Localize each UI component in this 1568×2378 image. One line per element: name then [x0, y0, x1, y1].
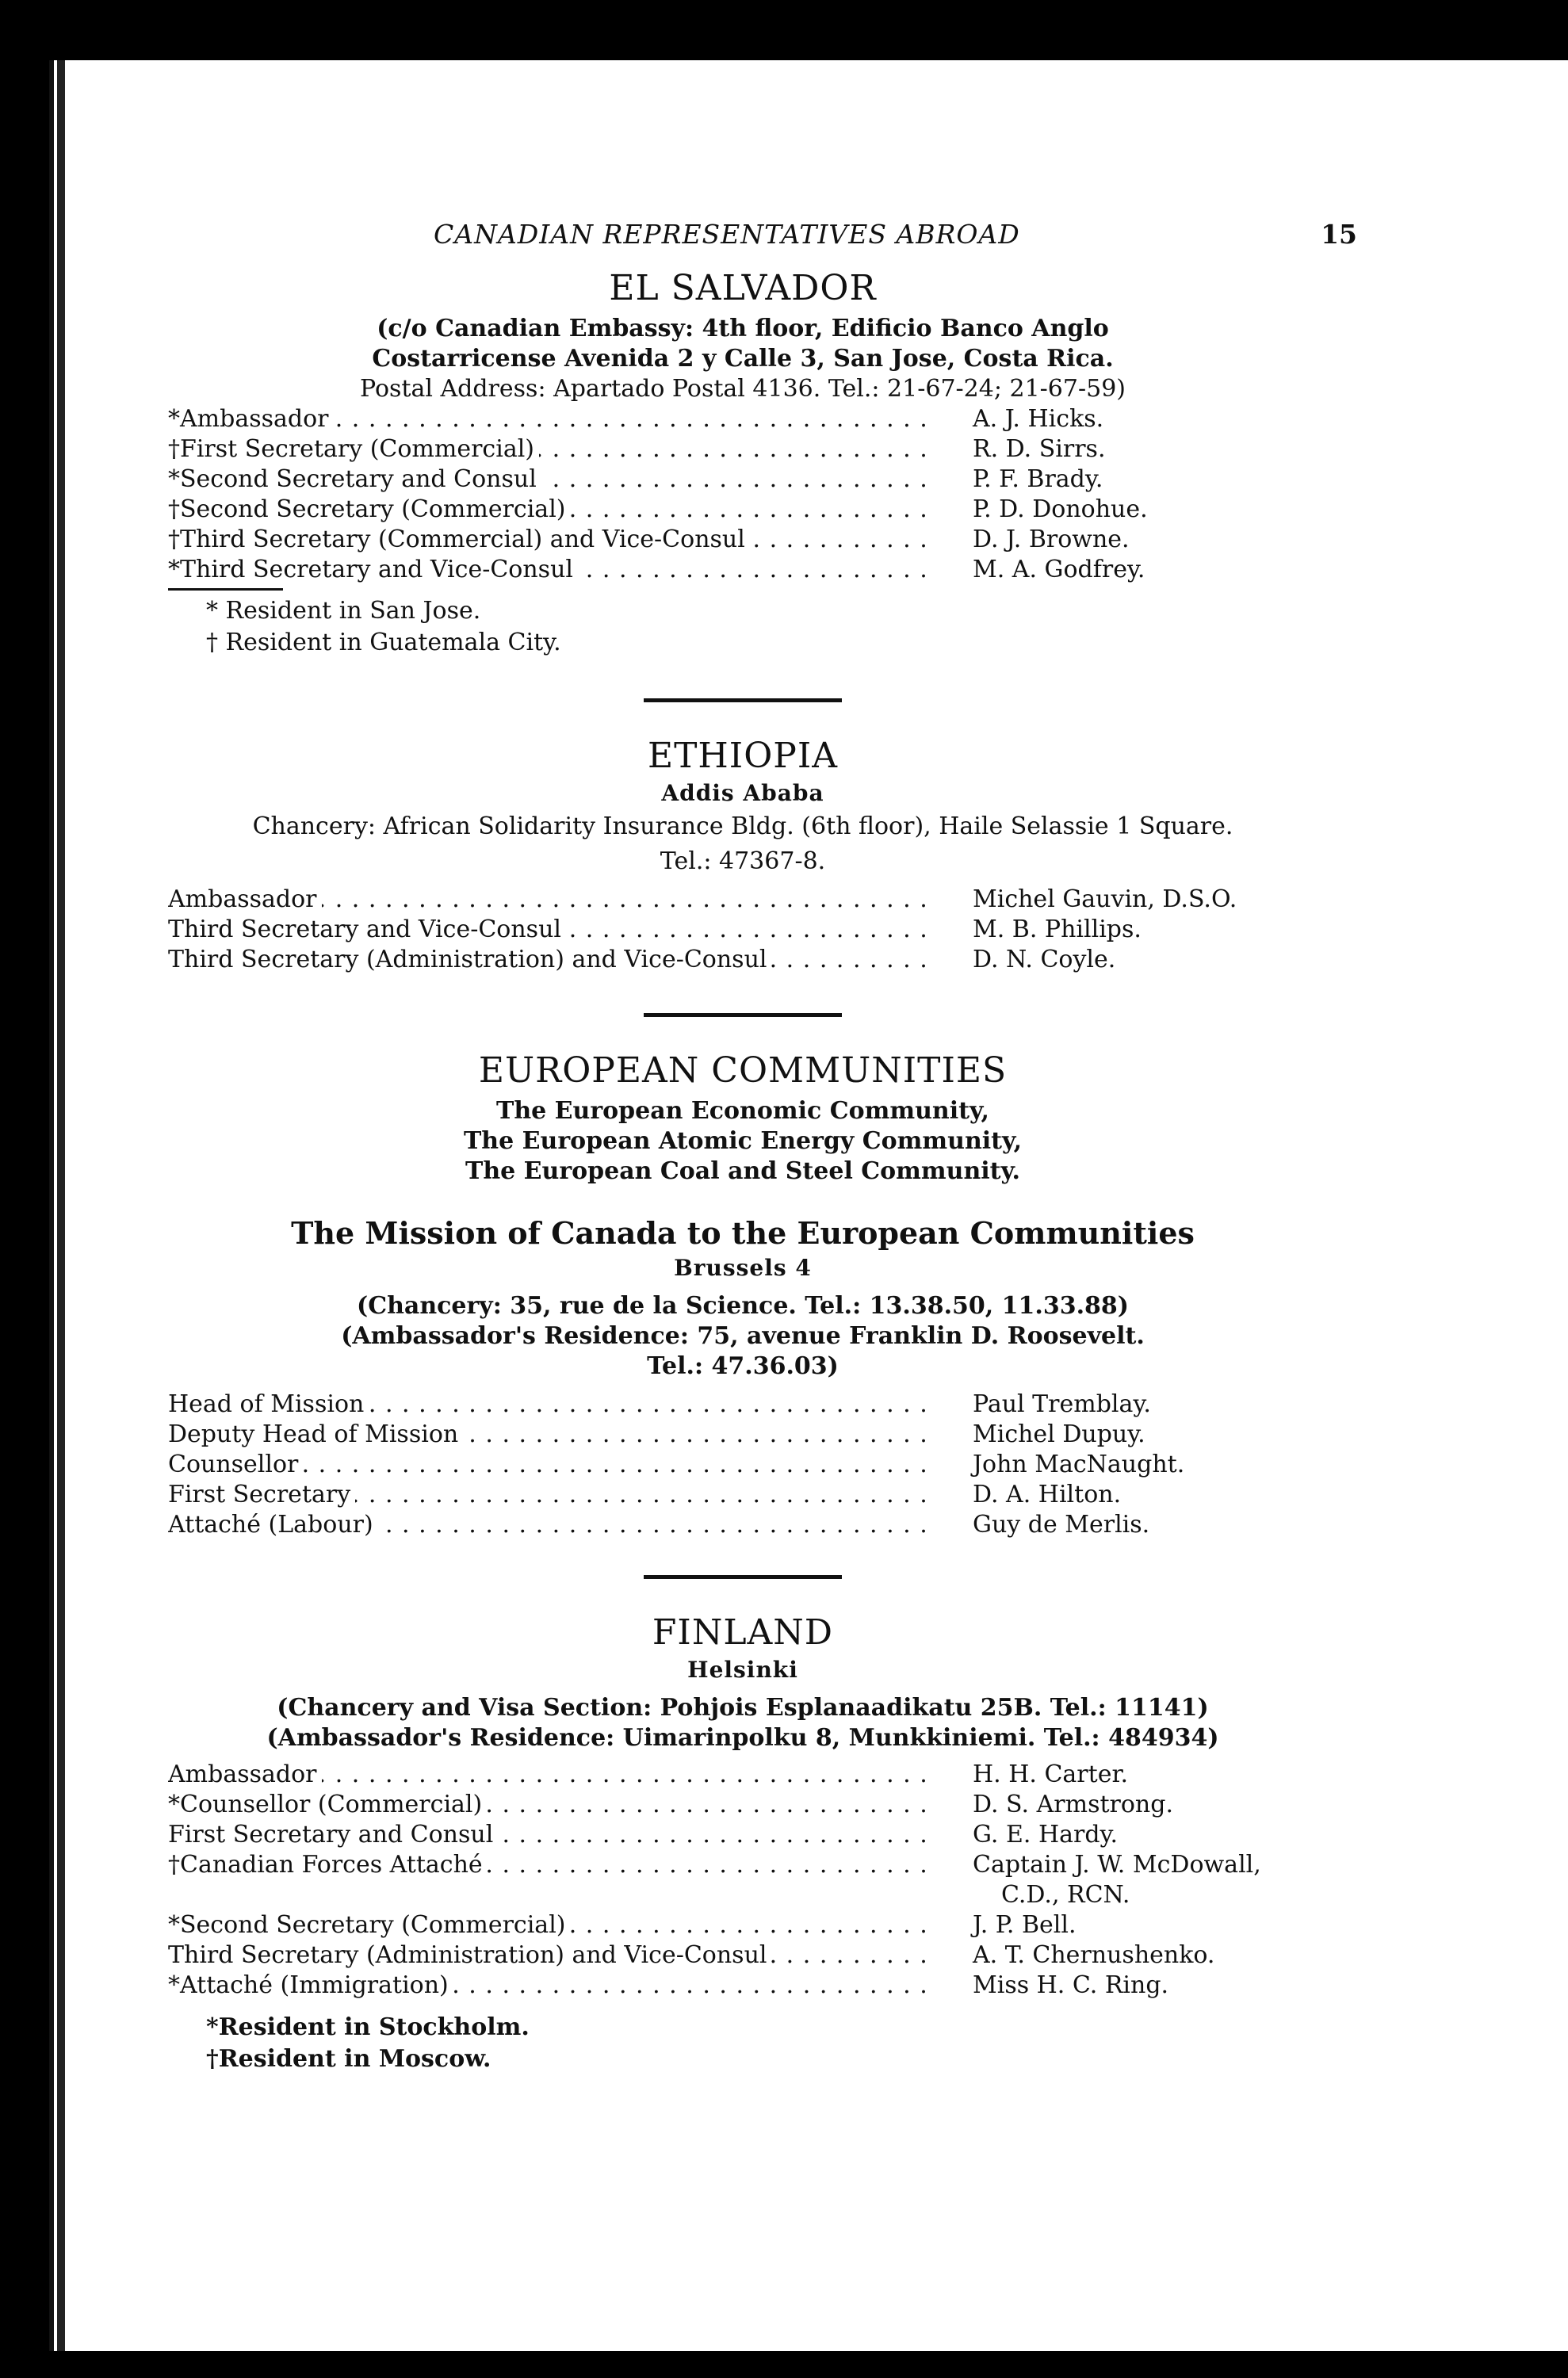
staff-name: Miss H. C. Ring.	[973, 1971, 1169, 1999]
chancery-address: Chancery: African Solidarity Insurance Bldg. (6th floor), Haile Selassie 1 Square.	[252, 812, 1233, 840]
address-block	[168, 314, 1318, 404]
staff-name: M. B. Phillips.	[973, 916, 1142, 943]
staff-row	[168, 945, 1318, 975]
staff-position: *Attaché (Immigration)	[168, 1971, 453, 1999]
staff-position: †Second Secretary (Commercial)	[168, 495, 571, 523]
address-line: (Ambassador's Residence: Uimarinpolku 8, Munkkiniemi. Tel.: 484934)	[266, 1724, 1219, 1752]
staff-name: John MacNaught.	[973, 1451, 1185, 1478]
staff-position: Ambassador	[168, 1761, 322, 1788]
section-european-communities	[168, 1049, 1318, 1540]
staff-name: Captain J. W. McDowall,	[973, 1851, 1261, 1879]
section-finland	[168, 1611, 1318, 2075]
community-name: The European Economic Community,	[496, 1097, 989, 1125]
address-line: Costarricense Avenida 2 y Calle 3, San Jose, Costa Rica.	[372, 345, 1114, 373]
staff-list	[168, 1760, 1318, 2001]
community-name: The European Coal and Steel Community.	[465, 1157, 1020, 1185]
staff-row	[168, 495, 1318, 525]
country-heading: FINLAND	[652, 1612, 834, 1653]
staff-name: H. H. Carter.	[973, 1761, 1129, 1788]
mission-title: The Mission of Canada to the European Communities	[291, 1215, 1195, 1251]
staff-position: Third Secretary (Administration) and Vice-Consul	[168, 1941, 771, 1969]
staff-position: Head of Mission	[168, 1390, 369, 1418]
section-divider	[644, 1013, 842, 1017]
staff-position: *Third Secretary and Vice-Consul	[168, 556, 578, 583]
footnote: * Resident in San Jose.	[206, 597, 481, 625]
staff-position: Counsellor	[168, 1451, 303, 1478]
staff-name: P. F. Brady.	[973, 465, 1103, 493]
staff-name: D. N. Coyle.	[973, 946, 1116, 973]
staff-position: *Counsellor (Commercial)	[168, 1791, 487, 1818]
footnote-rule	[168, 588, 283, 591]
section-divider	[644, 1575, 842, 1579]
staff-list	[168, 404, 1318, 585]
staff-name: D. A. Hilton.	[973, 1481, 1122, 1508]
staff-list	[168, 1390, 1318, 1540]
telephone: Tel.: 47367-8.	[660, 847, 826, 875]
staff-name: Michel Dupuy.	[973, 1420, 1145, 1448]
staff-position	[168, 1881, 173, 1909]
section-el-salvador	[168, 266, 1318, 659]
communities-list	[168, 1096, 1318, 1187]
staff-row	[168, 885, 1318, 915]
address-line: (Ambassador's Residence: 75, avenue Franklin D. Roosevelt.	[341, 1322, 1145, 1350]
staff-name: R. D. Sirrs.	[973, 435, 1106, 463]
address-block	[168, 1693, 1318, 1753]
staff-position: †First Secretary (Commercial)	[168, 435, 539, 463]
country-heading: ETHIOPIA	[647, 736, 839, 776]
footnote: † Resident in Guatemala City.	[206, 629, 561, 656]
staff-name: P. D. Donohue.	[973, 495, 1148, 523]
staff-row	[168, 1390, 1318, 1420]
staff-row	[168, 525, 1318, 555]
staff-row	[168, 434, 1318, 465]
staff-position: Deputy Head of Mission	[168, 1420, 463, 1448]
staff-row	[168, 1940, 1318, 1971]
address-line: Tel.: 47.36.03)	[647, 1352, 839, 1380]
page-number: 15	[1321, 219, 1357, 250]
footnote: *Resident in Stockholm.	[206, 2013, 530, 2041]
staff-position: First Secretary	[168, 1481, 355, 1508]
staff-position: *Second Secretary and Consul	[168, 465, 541, 493]
staff-position: First Secretary and Consul	[168, 1821, 498, 1848]
staff-position: †Third Secretary (Commercial) and Vice-Consul	[168, 526, 750, 553]
page-binding-edge	[49, 60, 67, 2351]
city-name: Helsinki	[687, 1657, 798, 1683]
country-heading: EL SALVADOR	[609, 268, 877, 308]
staff-position: Third Secretary (Administration) and Vice-Consul	[168, 946, 771, 973]
staff-row	[168, 1820, 1318, 1850]
staff-row	[168, 1850, 1318, 1880]
footnote: †Resident in Moscow.	[206, 2045, 491, 2073]
address-line: (Chancery: 35, rue de la Science. Tel.: 13.38.50, 11.33.88)	[357, 1292, 1129, 1320]
running-head-title: CANADIAN REPRESENTATIVES ABROAD	[434, 219, 1020, 250]
staff-row	[168, 1971, 1318, 2001]
staff-row	[168, 1420, 1318, 1450]
staff-row	[168, 1910, 1318, 1940]
staff-position: †Canadian Forces Attaché	[168, 1851, 488, 1879]
staff-row	[168, 404, 1318, 434]
staff-name: Paul Tremblay.	[973, 1390, 1151, 1418]
address-line: (c/o Canadian Embassy: 4th floor, Edificio Banco Anglo	[377, 315, 1109, 342]
section-divider	[644, 698, 842, 702]
staff-list	[168, 885, 1318, 975]
staff-row-continuation	[168, 1880, 1318, 1910]
staff-name: C.D., RCN.	[1001, 1881, 1130, 1909]
city-name: Brussels 4	[674, 1255, 812, 1281]
document-page	[49, 60, 1568, 2351]
staff-row	[168, 1510, 1318, 1540]
staff-name: D. J. Browne.	[973, 526, 1130, 553]
country-heading: EUROPEAN COMMUNITIES	[478, 1050, 1008, 1091]
section-ethiopia	[168, 734, 1318, 975]
staff-row	[168, 1480, 1318, 1510]
address-block	[168, 1291, 1318, 1382]
staff-name: A. J. Hicks.	[973, 405, 1104, 433]
staff-name: Michel Gauvin, D.S.O.	[973, 885, 1237, 913]
community-name: The European Atomic Energy Community,	[463, 1127, 1023, 1155]
staff-name: J. P. Bell.	[973, 1911, 1077, 1939]
address-line: (Chancery and Visa Section: Pohjois Esplanaadikatu 25B. Tel.: 11141)	[277, 1694, 1209, 1722]
staff-position: Third Secretary and Vice-Consul	[168, 916, 566, 943]
staff-row	[168, 915, 1318, 945]
staff-name: Guy de Merlis.	[973, 1511, 1150, 1539]
staff-position: Attaché (Labour)	[168, 1511, 378, 1539]
staff-row	[168, 465, 1318, 495]
staff-name: M. A. Godfrey.	[973, 556, 1145, 583]
staff-name: A. T. Chernushenko.	[973, 1941, 1215, 1969]
staff-row	[168, 1760, 1318, 1790]
city-name: Addis Ababa	[661, 780, 824, 806]
address-line: Postal Address: Apartado Postal 4136. Tel.: 21-67-24; 21-67-59)	[359, 375, 1126, 403]
staff-row	[168, 1450, 1318, 1480]
staff-name: D. S. Armstrong.	[973, 1791, 1173, 1818]
page-content	[168, 219, 1357, 2075]
running-head	[168, 219, 1357, 266]
staff-row	[168, 1790, 1318, 1820]
staff-position: *Second Secretary (Commercial)	[168, 1911, 571, 1939]
staff-position: Ambassador	[168, 885, 322, 913]
staff-name: G. E. Hardy.	[973, 1821, 1119, 1848]
staff-row	[168, 555, 1318, 585]
staff-position: *Ambassador	[168, 405, 334, 433]
